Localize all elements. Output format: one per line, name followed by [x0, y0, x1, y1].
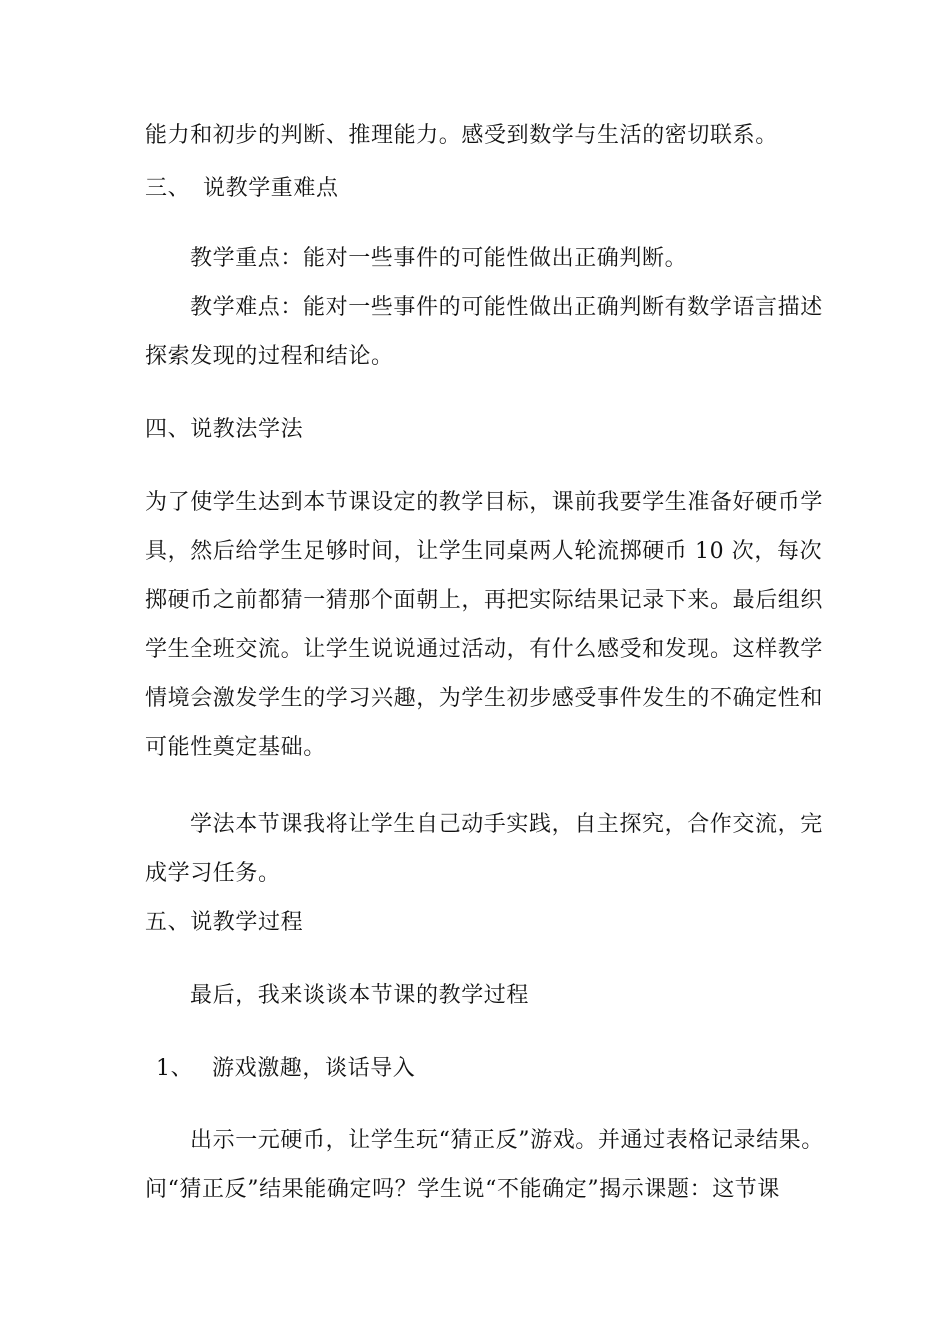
- difficulty-line: 教学难点：能对一些事件的可能性做出正确判断有数学语言描述: [190, 295, 823, 320]
- difficulty-line-continued: 探索发现的过程和结论。: [145, 344, 394, 369]
- method-line: 掷硬币之前都猜一猜那个面朝上，再把实际结果记录下来。最后组织: [145, 588, 824, 613]
- step-heading-1: [156, 1054, 415, 1084]
- process-intro-line: 最后，我来谈谈本节课的教学过程: [190, 983, 530, 1008]
- step-title: 游戏激趣，谈话导入: [212, 1056, 416, 1081]
- section-heading-4: 四、说教法学法: [145, 417, 304, 442]
- section-title: 说教学重难点: [203, 176, 339, 201]
- method-line: 学生全班交流。让学生说说通过活动，有什么感受和发现。这样教学: [145, 637, 824, 662]
- method-line: 具，然后给学生足够时间，让学生同桌两人轮流掷硬币 10 次，每次: [145, 539, 823, 564]
- method-line: 情境会激发学生的学习兴趣，为学生初步感受事件发生的不确定性和: [145, 686, 824, 711]
- study-method-line: 学法本节课我将让学生自己动手实践，自主探究，合作交流，完: [190, 812, 823, 837]
- section-heading-5: 五、说教学过程: [145, 910, 304, 935]
- section-heading-3: [145, 174, 339, 204]
- step-paragraph-line: 出示一元硬币，让学生玩“猜正反”游戏。并通过表格记录结果。: [190, 1128, 824, 1153]
- step-paragraph-line-continued: 问“猜正反”结果能确定吗？学生说“不能确定”揭示课题：这节课: [145, 1177, 780, 1202]
- study-method-line-continued: 成学习任务。: [145, 861, 281, 886]
- step-number: 1、: [156, 1056, 194, 1081]
- method-line: 可能性奠定基础。: [145, 735, 326, 760]
- method-line: 为了使学生达到本节课设定的教学目标，课前我要学生准备好硬币学: [145, 490, 824, 515]
- key-point-line: 教学重点：能对一些事件的可能性做出正确判断。: [190, 246, 688, 271]
- paragraph-line: 能力和初步的判断、推理能力。感受到数学与生活的密切联系。: [145, 123, 778, 148]
- section-number: 三、: [145, 176, 191, 201]
